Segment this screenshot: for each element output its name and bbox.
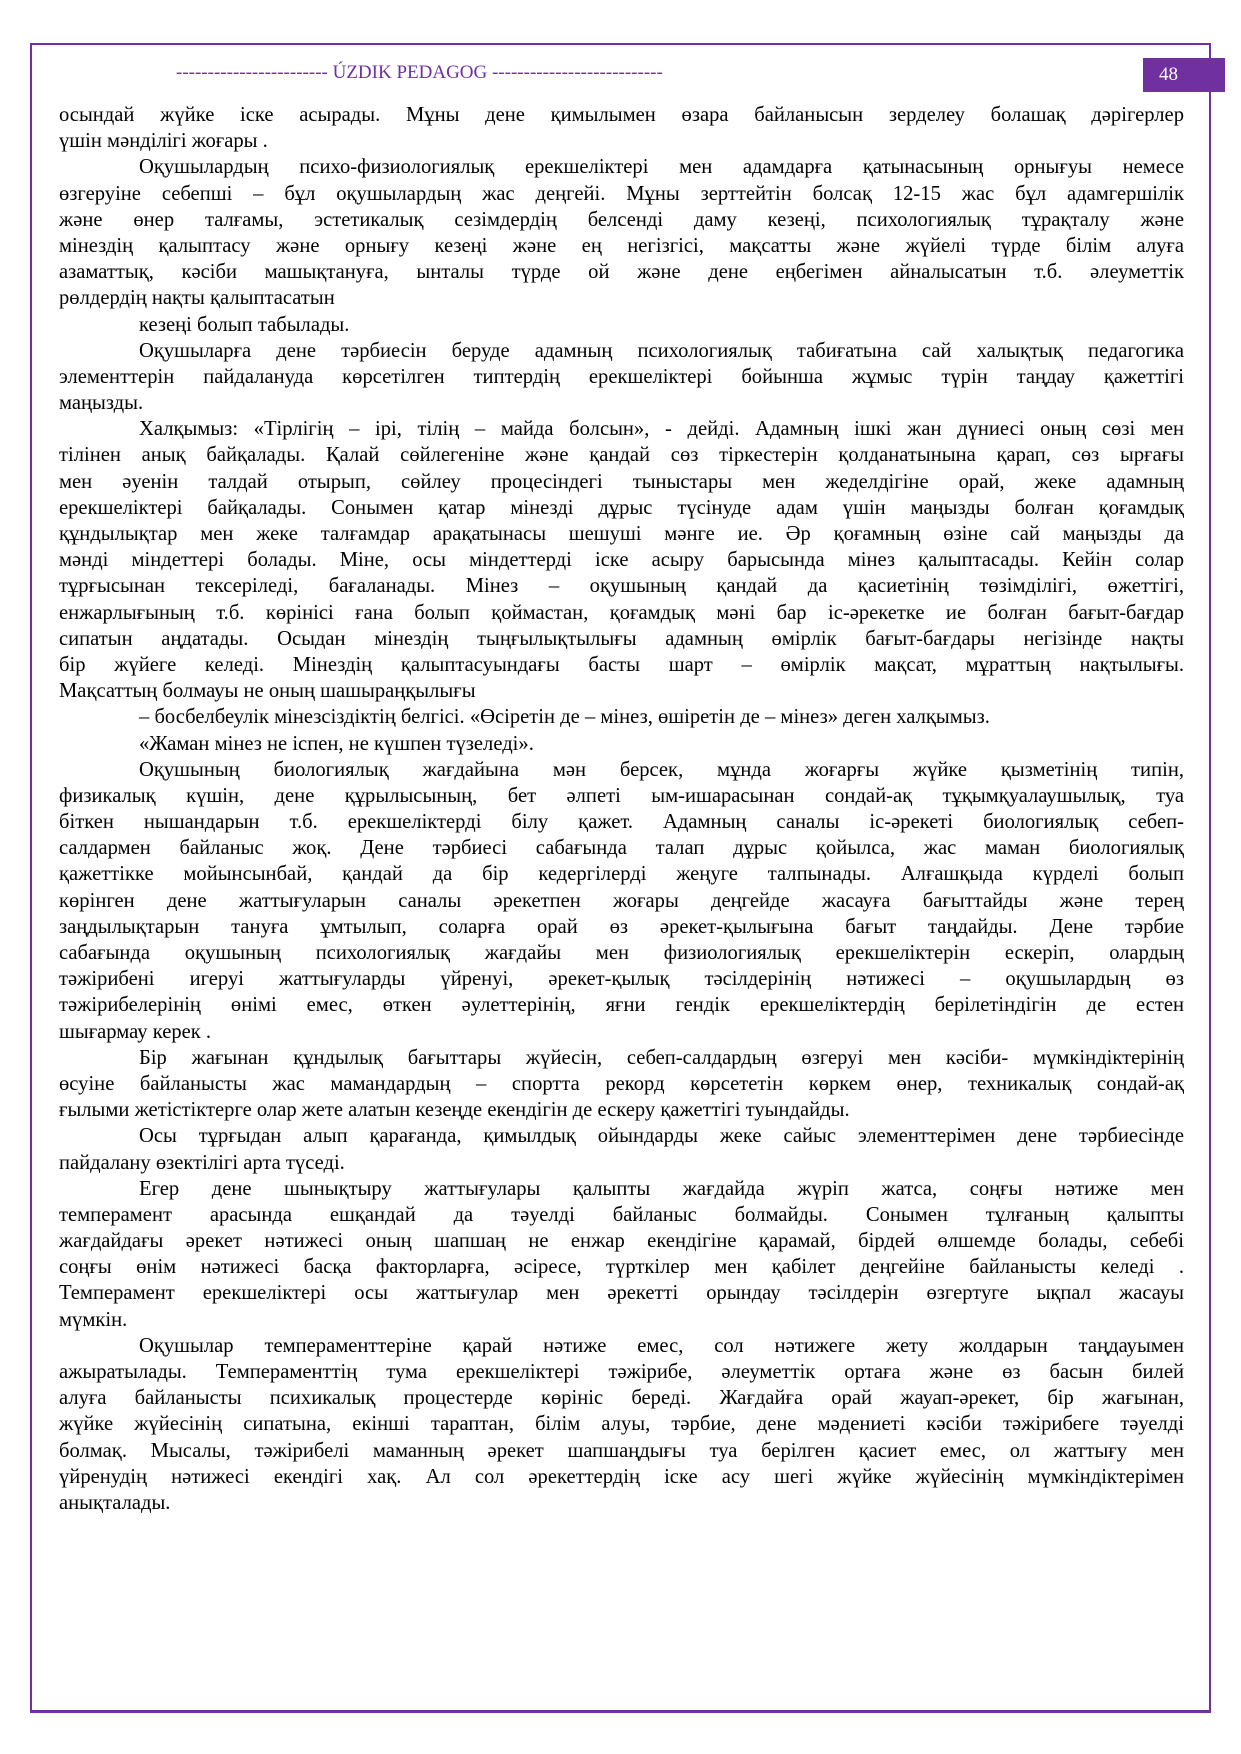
text-line: шығармау керек . — [59, 1020, 212, 1043]
text-line: алуға байланысты психикалық процестерде көрініс береді. Жағдайға орай жауап-әрекет, бір жағынан, — [59, 1387, 1184, 1410]
paragraph — [59, 338, 1184, 417]
text-line: азаматтық, кәсіби машықтануға, ынталы түрде ой және дене еңбегімен айналысатын т.б. әлеуметтік — [59, 261, 1184, 284]
text-line: Темперамент ерекшеліктері осы жаттығулар мен әрекетті орындау тәсілдерін өзгертуге ықпал жасауы — [59, 1282, 1184, 1305]
text-line: сипатын аңдатады. Осыдан мінездің тыңғылықтылығы адамның өмірлік бағыт-бағдары негізінде нақты — [59, 627, 1184, 650]
text-line: «Жаман мінез не іспен, не күшпен түзеледі». — [139, 732, 534, 755]
paragraph — [59, 704, 1184, 730]
text-line: мүмкін. — [59, 1308, 128, 1331]
text-line: тәжірибені игеруі жаттығуларды үйренуі, әрекет-қылық тәсілдерінің нәтижесі – оқушылардың өз — [59, 968, 1184, 991]
text-line: темперамент арасында ешқандай да тәуелді байланыс болмайды. Сонымен тұлғаның қалыпты — [59, 1203, 1184, 1226]
paragraph — [59, 1176, 1184, 1333]
text-line: үйренудің нәтижесі екендігі хақ. Ал сол әрекеттердің іске асу шегі жүйке жүйесінің мүмкіндіктерімен — [59, 1465, 1184, 1488]
text-line: Егер дене шынықтыру жаттығулары қалыпты жағдайда жүріп жатса, соңғы нәтиже мен — [139, 1177, 1184, 1200]
journal-header: ------------------------ ÚZDIK PEDAGOG --------------------------- — [176, 62, 663, 83]
text-line: өзгеруіне себепші – бұл оқушылардың жас деңгейі. Мұны зерттейтін болсақ 12-15 жас бұл адамгершілік — [59, 182, 1184, 205]
text-line: үшін мәнділігі жоғары . — [59, 130, 268, 153]
text-line: пайдалану өзектілігі арта түседі. — [59, 1151, 345, 1174]
text-line: ажыратылады. Темпераменттің тума ерекшеліктері тәжірибе, әлеуметтік ортаға және өз басын билей — [59, 1361, 1184, 1383]
text-line: Бір жағынан құндылық бағыттары жүйесін, себеп-салдардың өзгеруі мен кәсіби- мүмкіндіктерінің — [139, 1046, 1184, 1069]
text-line: құндылықтар мен жеке талғамдар арақатынасы шешуші мәнге ие. Әр қоғамның өзіне сай маңызды да — [59, 523, 1184, 545]
text-line: бір жүйеге келеді. Мінездің қалыптасуындағы басты шарт – өмірлік мақсат, мұраттың нақтылығы. — [59, 653, 1184, 676]
text-line: физикалық күшін, дене құрылысының, бет әлпеті ым-ишарасынан сондай-ақ тұқымқуалаушылық, туа — [59, 784, 1184, 807]
paragraph — [59, 731, 1184, 757]
text-line: біткен нышандарын т.б. ерекшеліктерді білу қажет. Адамның саналы іс-әрекеті биологиялық себеп- — [59, 811, 1184, 834]
text-line: соңғы өнім нәтижесі басқа факторларға, әсіресе, түрткілер мен қабілет деңгейіне байланысты келеді . — [59, 1256, 1184, 1279]
paragraph — [59, 102, 1184, 154]
text-line: жағдайдағы әрекет нәтижесі оның шапшаң не енжар екендігіне қарамай, бірдей өлшемде болады, себебі — [59, 1230, 1184, 1253]
paragraph — [59, 416, 1184, 704]
text-line: осындай жүйке іске асырады. Мұны дене қимылымен өзара байланысын зерделеу болашақ дәрігерлер — [59, 104, 1184, 126]
text-line: және өнер талғамы, эстетикалық сезімдердің белсенді даму кезеңі, психологиялық тұрақталу және — [59, 208, 1184, 231]
paragraph — [59, 1123, 1184, 1175]
text-line: ерекшеліктері байқалады. Сонымен қатар мінезді дұрыс түсінуде адам үшін маңызды болған қоғамдық — [59, 496, 1184, 519]
paragraph — [59, 1333, 1184, 1516]
text-line: көрінген дене жаттығуларын саналы әрекетпен жоғары деңгейде жасауға бағыттайды және терең — [59, 889, 1184, 912]
text-line: сабағында оқушының психологиялық жағдайы мен физиологиялық ерекшеліктерін ескеріп, олардың — [59, 942, 1184, 964]
text-line: болмақ. Мысалы, тәжірибелі маманның әрекет шапшаңдығы туа берілген қасиет емес, ол жаттығу мен — [59, 1439, 1184, 1462]
text-line: Оқушылар темпераменттеріне қарай нәтиже емес, сол нәтижеге жету жолдарын таңдауымен — [139, 1334, 1184, 1357]
text-line: мәнді міндеттері болады. Міне, осы міндеттерді іске асыру барысында мінез қалыптасады. Кейін солар — [59, 549, 1184, 572]
page-number-badge — [1143, 58, 1225, 92]
text-line: Халқымыз: «Тірлігің – ірі, тілің – майда болсын», - дейді. Адамның ішкі жан дүниесі оның сөзі мен — [139, 418, 1184, 441]
paragraph — [59, 1045, 1184, 1124]
text-line: – босбелбеулік мінезсіздіктің белгісі. «Өсіретін де – мінез, өшіретін де – мінез» деген халқымыз. — [139, 706, 990, 729]
text-line: мінездің қалыптасу және орнығу кезеңі және ең негізгісі, мақсатты және жүйелі түрде білім алуға — [59, 234, 1184, 257]
text-line: тұрғысынан тексеріледі, бағаланады. Мінез – оқушының қандай да қасиетінің төзімділігі, өжеттігі, — [59, 575, 1184, 598]
text-line: жүйке жүйесінің сипатына, екінші тараптан, білім алуы, тәрбие, дене мәдениеті кәсіби тәжірибеге тәуелді — [59, 1413, 1184, 1436]
text-line: Оқушының биологиялық жағдайына мән берсек, мұнда жоғарғы жүйке қызметінің типін, — [139, 758, 1184, 781]
text-line: маңызды. — [59, 392, 144, 415]
text-line: тілінен анық байқалады. Қалай сөйлегеніне және қандай сөз тіркестерін қолданатынына қарап, сөз ырғағы — [59, 444, 1184, 467]
paragraph — [59, 312, 1184, 338]
text-line: заңдылықтарын тануға ұмтылып, соларға орай өз әрекет-қылығына бағыт таңдайды. Дене тәрбие — [59, 915, 1184, 938]
text-line: мен әуенін талдай отырып, сөйлеу процесіндегі тыныстары мен жеделдігіне орай, жеке адамның — [59, 470, 1184, 493]
text-line: Осы тұрғыдан алып қарағанда, қимылдық ойындарды жеке сайыс элементтерімен дене тәрбиесінде — [139, 1125, 1184, 1148]
text-line: анықталады. — [59, 1491, 171, 1514]
page-number: 48 — [1159, 64, 1178, 85]
text-line: тәжірибелерінің өнімі емес, өткен әулеттерінің, яғни гендік ерекшеліктердің берілетіндігін де естен — [59, 994, 1184, 1017]
text-line: рөлдердің нақты қалыптасатын — [59, 287, 335, 310]
text-line: кезеңі болып табылады. — [139, 313, 350, 336]
text-line: салдармен байланыс жоқ. Дене тәрбиесі сабағында талап дұрыс қойылса, жас маман биологиялық — [59, 837, 1184, 860]
text-line: Оқушыларға дене тәрбиесін беруде адамның психологиялық табиғатына сай халықтық педагогика — [139, 339, 1184, 362]
article-body — [59, 102, 1184, 1516]
paragraph — [59, 757, 1184, 1045]
text-line: өсуіне байланысты жас мамандардың – спортта рекорд көрсететін көркем өнер, техникалық сондай-ақ — [59, 1072, 1184, 1095]
text-line: қажеттікке мойынсынбай, қандай да бір кедергілерді жеңуге талпынады. Алғашқыда күрделі болып — [59, 863, 1184, 886]
text-line: ғылыми жетістіктерге олар жете алатын кезеңде екендігін де ескеру қажеттігі туындайды. — [59, 1099, 850, 1122]
text-line: элементтерін пайдалануда көрсетілген типтердің ерекшеліктері бойынша жұмыс түрін таңдау қажеттігі — [59, 365, 1184, 388]
text-line: Оқушылардың психо-физиологиялық ерекшеліктері мен адамдарға қатынасының орнығуы немесе — [139, 156, 1184, 179]
text-line: енжарлығының т.б. көрінісі ғана болып қоймастан, қоғамдық мәні бар іс-әрекетке ие болған бағыт-бағдар — [59, 601, 1184, 624]
paragraph — [59, 154, 1184, 311]
text-line: Мақсаттың болмауы не оның шашыраңқылығы — [59, 680, 476, 703]
